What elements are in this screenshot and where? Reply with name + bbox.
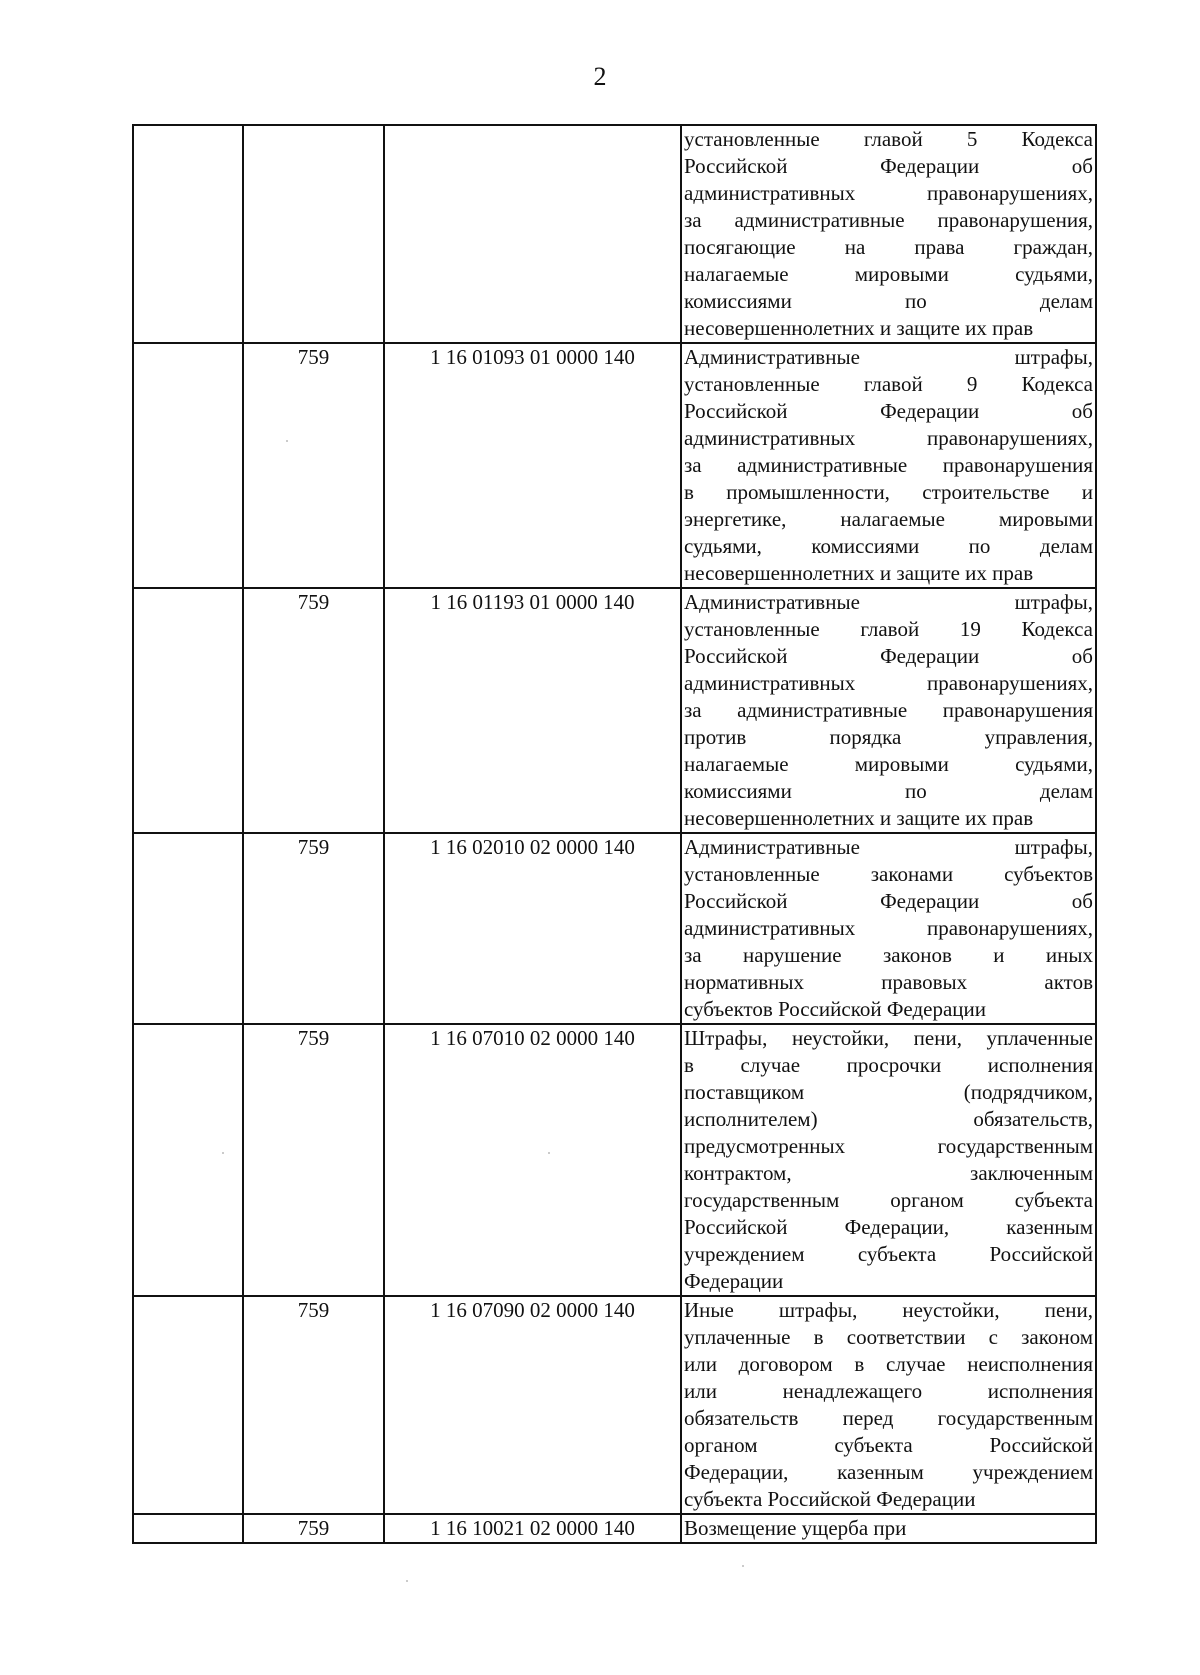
- description-line: Российской Федерации об: [684, 889, 1093, 913]
- empty-cell: [133, 588, 243, 833]
- kbk-code-cell: 1 16 01093 01 0000 140: [384, 343, 681, 588]
- description-line: несовершеннолетних и защите их прав: [684, 316, 1034, 340]
- admin-code-cell: [243, 125, 384, 343]
- description-line: поставщиком (подрядчиком,: [684, 1080, 1093, 1104]
- admin-code-cell: 759: [243, 1514, 384, 1543]
- description-cell: [681, 1514, 1096, 1543]
- budget-codes-table: [132, 124, 1097, 1544]
- description-line: органом субъекта Российской: [684, 1433, 1093, 1457]
- description-line: административных правонарушениях,: [684, 181, 1093, 205]
- table-body: [133, 125, 1096, 1543]
- description-line: исполнителем) обязательств,: [684, 1107, 1093, 1131]
- kbk-code-cell: 1 16 01193 01 0000 140: [384, 588, 681, 833]
- description-cell: [681, 125, 1096, 343]
- table-row: [133, 125, 1096, 343]
- scan-speck: [742, 1565, 744, 1567]
- description-line: Российской Федерации, казенным: [684, 1215, 1093, 1239]
- table-row: [133, 833, 1096, 1024]
- description-line: в случае просрочки исполнения: [684, 1053, 1093, 1077]
- table-row: [133, 588, 1096, 833]
- scan-speck: [406, 1580, 408, 1582]
- scan-speck: [548, 1152, 550, 1154]
- description-cell: [681, 1024, 1096, 1296]
- admin-code-cell: 759: [243, 1024, 384, 1296]
- description-line: Федерации, казенным учреждением: [684, 1460, 1093, 1484]
- description-line: посягающие на права граждан,: [684, 235, 1093, 259]
- description-line: контрактом, заключенным: [684, 1161, 1093, 1185]
- table-row: [133, 343, 1096, 588]
- empty-cell: [133, 1296, 243, 1514]
- description-line: за административные правонарушения: [684, 453, 1093, 477]
- description-line: установленные законами субъектов: [684, 862, 1093, 886]
- description-line: учреждением субъекта Российской: [684, 1242, 1093, 1266]
- description-line: субъектов Российской Федерации: [684, 997, 987, 1021]
- description-line: Возмещение ущерба при: [684, 1516, 907, 1540]
- description-line: уплаченные в соответствии с законом: [684, 1325, 1093, 1349]
- description-line: административных правонарушениях,: [684, 426, 1093, 450]
- description-line: обязательств перед государственным: [684, 1406, 1093, 1430]
- kbk-code-cell: 1 16 10021 02 0000 140: [384, 1514, 681, 1543]
- description-line: Иные штрафы, неустойки, пени,: [684, 1298, 1093, 1322]
- description-line: предусмотренных государственным: [684, 1134, 1093, 1158]
- description-cell: [681, 588, 1096, 833]
- description-line: установленные главой 5 Кодекса: [684, 127, 1093, 151]
- page-number: 2: [593, 62, 607, 91]
- admin-code-cell: 759: [243, 833, 384, 1024]
- description-line: в промышленности, строительстве и: [684, 480, 1093, 504]
- kbk-code-cell: [384, 125, 681, 343]
- empty-cell: [133, 1514, 243, 1543]
- description-line: Российской Федерации об: [684, 399, 1093, 423]
- description-line: Российской Федерации об: [684, 644, 1093, 668]
- description-line: судьями, комиссиями по делам: [684, 534, 1093, 558]
- admin-code-cell: 759: [243, 343, 384, 588]
- description-line: против порядка управления,: [684, 725, 1093, 749]
- description-line: за административные правонарушения,: [684, 208, 1093, 232]
- table-row: [133, 1514, 1096, 1543]
- scan-speck: [286, 440, 288, 442]
- table-row: [133, 1024, 1096, 1296]
- description-line: установленные главой 19 Кодекса: [684, 617, 1093, 641]
- description-line: налагаемые мировыми судьями,: [684, 752, 1093, 776]
- empty-cell: [133, 833, 243, 1024]
- kbk-code-cell: 1 16 07010 02 0000 140: [384, 1024, 681, 1296]
- description-line: несовершеннолетних и защите их прав: [684, 806, 1034, 830]
- description-line: несовершеннолетних и защите их прав: [684, 561, 1034, 585]
- scan-speck: [222, 1152, 224, 1154]
- description-line: Российской Федерации об: [684, 154, 1093, 178]
- description-line: Административные штрафы,: [684, 590, 1093, 614]
- description-line: субъекта Российской Федерации: [684, 1487, 976, 1511]
- description-line: комиссиями по делам: [684, 779, 1093, 803]
- table-row: [133, 1296, 1096, 1514]
- description-line: за нарушение законов и иных: [684, 943, 1093, 967]
- kbk-code-cell: 1 16 02010 02 0000 140: [384, 833, 681, 1024]
- kbk-code-cell: 1 16 07090 02 0000 140: [384, 1296, 681, 1514]
- description-line: Федерации: [684, 1269, 784, 1293]
- admin-code-cell: 759: [243, 1296, 384, 1514]
- description-line: Административные штрафы,: [684, 345, 1093, 369]
- description-line: налагаемые мировыми судьями,: [684, 262, 1093, 286]
- description-line: Штрафы, неустойки, пени, уплаченные: [684, 1026, 1093, 1050]
- description-line: административных правонарушениях,: [684, 916, 1093, 940]
- empty-cell: [133, 343, 243, 588]
- description-line: или ненадлежащего исполнения: [684, 1379, 1093, 1403]
- description-cell: [681, 833, 1096, 1024]
- description-line: государственным органом субъекта: [684, 1188, 1093, 1212]
- description-line: административных правонарушениях,: [684, 671, 1093, 695]
- empty-cell: [133, 125, 243, 343]
- description-line: нормативных правовых актов: [684, 970, 1093, 994]
- admin-code-cell: 759: [243, 588, 384, 833]
- description-cell: [681, 343, 1096, 588]
- description-cell: [681, 1296, 1096, 1514]
- description-line: за административные правонарушения: [684, 698, 1093, 722]
- description-line: установленные главой 9 Кодекса: [684, 372, 1093, 396]
- description-line: энергетике, налагаемые мировыми: [684, 507, 1093, 531]
- description-line: Административные штрафы,: [684, 835, 1093, 859]
- description-line: или договором в случае неисполнения: [684, 1352, 1093, 1376]
- description-line: комиссиями по делам: [684, 289, 1093, 313]
- empty-cell: [133, 1024, 243, 1296]
